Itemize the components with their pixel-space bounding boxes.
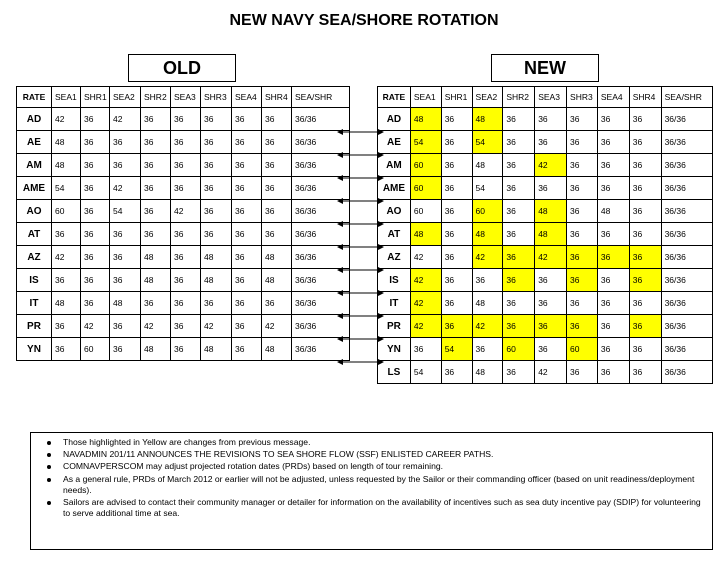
value-cell: 36 [232, 200, 262, 223]
value-cell: 36 [567, 177, 598, 200]
value-cell: 36 [232, 246, 262, 269]
value-cell: 36/36 [292, 223, 350, 246]
value-cell: 48 [597, 200, 629, 223]
value-cell: 36/36 [661, 246, 712, 269]
value-cell: 36 [441, 200, 472, 223]
value-cell: 48 [201, 269, 232, 292]
old-column-header: SHR4 [262, 87, 292, 108]
value-cell: 36 [232, 223, 262, 246]
value-cell: 42 [262, 315, 292, 338]
rate-cell: AZ [378, 246, 411, 269]
value-cell: 60 [81, 338, 110, 361]
rate-cell: IT [17, 292, 52, 315]
value-cell: 36/36 [292, 154, 350, 177]
value-cell: 36 [171, 338, 201, 361]
note-text: Sailors are advised to contact their community manager or detailer for information on the availability of incentives such as sea duty incentive pay (SDIP) for volunteering to serve additional time at sea. [63, 497, 701, 519]
rate-cell: IT [378, 292, 411, 315]
double-arrow-icon [337, 359, 384, 365]
value-cell: 36 [441, 154, 472, 177]
value-cell: 36 [232, 108, 262, 131]
rate-cell: LS [378, 361, 411, 384]
new-column-header: SHR2 [503, 87, 535, 108]
old-column-header: SHR2 [141, 87, 171, 108]
value-cell: 36/36 [292, 131, 350, 154]
value-cell: 36 [597, 131, 629, 154]
value-cell: 36 [629, 200, 661, 223]
value-cell: 42 [141, 315, 171, 338]
value-cell: 36 [171, 223, 201, 246]
rate-cell: AD [378, 108, 411, 131]
value-cell: 36 [171, 177, 201, 200]
value-cell: 36 [262, 200, 292, 223]
value-cell: 36/36 [661, 223, 712, 246]
value-cell: 36 [110, 269, 141, 292]
value-cell: 36 [503, 315, 535, 338]
value-cell: 36 [441, 131, 472, 154]
value-cell: 48 [472, 154, 503, 177]
value-cell: 36 [441, 246, 472, 269]
double-arrow-icon [337, 313, 384, 319]
value-cell: 36 [503, 269, 535, 292]
rate-cell: PR [17, 315, 52, 338]
value-cell: 36 [141, 108, 171, 131]
value-cell: 36 [262, 131, 292, 154]
new-column-header: SEA1 [410, 87, 441, 108]
value-cell: 36 [262, 108, 292, 131]
value-cell: 36/36 [292, 269, 350, 292]
double-arrow-icon [337, 290, 384, 296]
value-cell: 36 [201, 131, 232, 154]
rate-cell: IS [17, 269, 52, 292]
value-cell: 36 [171, 131, 201, 154]
value-cell: 36 [597, 361, 629, 384]
value-cell: 36 [201, 177, 232, 200]
value-cell: 36 [597, 269, 629, 292]
value-cell: 36 [171, 315, 201, 338]
rate-cell: AT [378, 223, 411, 246]
value-cell: 36/36 [661, 315, 712, 338]
value-cell: 36 [597, 292, 629, 315]
note-text: As a general rule, PRDs of March 2012 or earlier will not be adjusted, unless requested by the Sailor or their commanding officer (based on unit readiness/deployment needs). [63, 473, 695, 495]
new-column-header: SEA3 [535, 87, 567, 108]
value-cell: 42 [110, 177, 141, 200]
value-cell: 42 [535, 246, 567, 269]
value-cell: 36 [629, 292, 661, 315]
double-arrow-icon [337, 336, 384, 342]
rate-cell: AO [378, 200, 411, 223]
rate-cell: YN [17, 338, 52, 361]
value-cell: 48 [262, 269, 292, 292]
value-cell: 36 [81, 223, 110, 246]
value-cell: 54 [410, 361, 441, 384]
value-cell: 36 [110, 131, 141, 154]
value-cell: 48 [472, 361, 503, 384]
value-cell: 36 [141, 223, 171, 246]
bullet-icon [47, 478, 51, 482]
double-arrow-icon [337, 267, 384, 273]
value-cell: 36 [81, 131, 110, 154]
value-cell: 42 [535, 154, 567, 177]
value-cell: 36 [201, 154, 232, 177]
value-cell: 36 [81, 200, 110, 223]
value-cell: 36 [567, 246, 598, 269]
value-cell: 36/36 [292, 246, 350, 269]
value-cell: 42 [535, 361, 567, 384]
value-cell: 36 [232, 269, 262, 292]
rate-cell: AD [17, 108, 52, 131]
value-cell: 36 [503, 154, 535, 177]
notes-list [41, 437, 706, 519]
value-cell: 36 [567, 154, 598, 177]
value-cell: 36 [171, 246, 201, 269]
value-cell: 36 [567, 131, 598, 154]
value-cell: 36/36 [661, 131, 712, 154]
value-cell: 36 [629, 131, 661, 154]
value-cell: 36/36 [661, 200, 712, 223]
value-cell: 36 [597, 338, 629, 361]
note-item [41, 461, 706, 472]
note-item [41, 474, 706, 496]
value-cell: 48 [201, 338, 232, 361]
value-cell: 36 [262, 177, 292, 200]
value-cell: 36 [441, 108, 472, 131]
value-cell: 48 [52, 154, 81, 177]
value-cell: 36 [567, 200, 598, 223]
value-cell: 54 [472, 131, 503, 154]
value-cell: 36 [597, 246, 629, 269]
value-cell: 42 [410, 292, 441, 315]
value-cell: 36 [567, 269, 598, 292]
value-cell: 48 [141, 338, 171, 361]
value-cell: 36 [52, 315, 81, 338]
value-cell: 36/36 [292, 315, 350, 338]
value-cell: 48 [141, 269, 171, 292]
value-cell: 36 [232, 338, 262, 361]
value-cell: 36 [503, 361, 535, 384]
bullet-icon [47, 501, 51, 505]
bullet-icon [47, 453, 51, 457]
value-cell: 36 [567, 315, 598, 338]
value-cell: 36 [535, 108, 567, 131]
value-cell: 36 [629, 269, 661, 292]
value-cell: 36/36 [661, 177, 712, 200]
old-column-header: SEA/SHR [292, 87, 350, 108]
value-cell: 36 [629, 223, 661, 246]
value-cell: 36 [410, 338, 441, 361]
value-cell: 36/36 [661, 269, 712, 292]
value-cell: 36 [232, 177, 262, 200]
value-cell: 36 [232, 131, 262, 154]
value-cell: 36 [503, 131, 535, 154]
value-cell: 36 [535, 315, 567, 338]
value-cell: 42 [110, 108, 141, 131]
value-cell: 48 [472, 108, 503, 131]
value-cell: 36 [629, 338, 661, 361]
value-cell: 36 [472, 338, 503, 361]
value-cell: 36 [503, 177, 535, 200]
value-cell: 36 [201, 200, 232, 223]
value-cell: 42 [171, 200, 201, 223]
value-cell: 36 [503, 246, 535, 269]
new-column-header: SEA2 [472, 87, 503, 108]
note-item [41, 437, 706, 448]
value-cell: 36 [171, 292, 201, 315]
value-cell: 42 [52, 108, 81, 131]
value-cell: 60 [410, 200, 441, 223]
value-cell: 42 [410, 315, 441, 338]
value-cell: 36 [567, 292, 598, 315]
new-label: NEW [491, 54, 599, 82]
value-cell: 36 [110, 154, 141, 177]
value-cell: 36 [597, 177, 629, 200]
note-text: NAVADMIN 201/11 ANNOUNCES THE REVISIONS TO SEA SHORE FLOW (SSF) ENLISTED CAREER PATHS. [63, 449, 494, 460]
note-item [41, 497, 706, 519]
value-cell: 36 [201, 223, 232, 246]
value-cell: 48 [410, 108, 441, 131]
value-cell: 36 [629, 315, 661, 338]
notes-box [30, 432, 713, 550]
old-column-header: SEA2 [110, 87, 141, 108]
value-cell: 36/36 [292, 338, 350, 361]
value-cell: 36 [141, 177, 171, 200]
value-cell: 60 [472, 200, 503, 223]
value-cell: 42 [52, 246, 81, 269]
value-cell: 36 [52, 338, 81, 361]
old-column-header: SEA4 [232, 87, 262, 108]
old-label: OLD [128, 54, 236, 82]
value-cell: 36 [81, 246, 110, 269]
double-arrow-icon [337, 129, 384, 135]
value-cell: 36 [629, 154, 661, 177]
value-cell: 36 [110, 223, 141, 246]
double-arrow-icon [337, 244, 384, 250]
old-column-header: RATE [17, 87, 52, 108]
rate-cell: AM [17, 154, 52, 177]
value-cell: 36 [597, 108, 629, 131]
value-cell: 36 [629, 361, 661, 384]
value-cell: 36 [503, 223, 535, 246]
rate-cell: AT [17, 223, 52, 246]
value-cell: 48 [52, 292, 81, 315]
value-cell: 36 [141, 154, 171, 177]
value-cell: 36 [629, 108, 661, 131]
value-cell: 54 [441, 338, 472, 361]
rate-cell: YN [378, 338, 411, 361]
bullet-icon [47, 465, 51, 469]
value-cell: 36 [441, 223, 472, 246]
old-column-header: SHR1 [81, 87, 110, 108]
double-arrow-icon [337, 221, 384, 227]
value-cell: 42 [472, 315, 503, 338]
value-cell: 60 [410, 177, 441, 200]
value-cell: 36 [232, 315, 262, 338]
note-text: Those highlighted in Yellow are changes from previous message. [63, 437, 311, 447]
new-column-header: RATE [378, 87, 411, 108]
value-cell: 36 [232, 292, 262, 315]
rate-cell: AZ [17, 246, 52, 269]
value-cell: 48 [262, 338, 292, 361]
value-cell: 36 [503, 108, 535, 131]
value-cell: 36/36 [661, 154, 712, 177]
value-cell: 36 [441, 292, 472, 315]
value-cell: 36 [567, 108, 598, 131]
value-cell: 36/36 [661, 108, 712, 131]
value-cell: 60 [567, 338, 598, 361]
value-cell: 36 [81, 269, 110, 292]
value-cell: 48 [201, 246, 232, 269]
value-cell: 36 [441, 177, 472, 200]
new-column-header: SEA/SHR [661, 87, 712, 108]
value-cell: 36 [535, 131, 567, 154]
page-title: NEW NAVY SEA/SHORE ROTATION [229, 12, 499, 29]
value-cell: 60 [410, 154, 441, 177]
value-cell: 42 [410, 246, 441, 269]
value-cell: 54 [472, 177, 503, 200]
value-cell: 48 [52, 131, 81, 154]
value-cell: 48 [472, 223, 503, 246]
value-cell: 36 [535, 338, 567, 361]
double-arrow-icon [337, 152, 384, 158]
value-cell: 36/36 [661, 361, 712, 384]
value-cell: 60 [503, 338, 535, 361]
value-cell: 42 [472, 246, 503, 269]
value-cell: 48 [535, 223, 567, 246]
new-column-header: SHR4 [629, 87, 661, 108]
rate-cell: AE [378, 131, 411, 154]
value-cell: 36 [567, 223, 598, 246]
rate-cell: AE [17, 131, 52, 154]
value-cell: 36 [441, 315, 472, 338]
value-cell: 36 [567, 361, 598, 384]
value-cell: 54 [410, 131, 441, 154]
value-cell: 36 [535, 292, 567, 315]
value-cell: 48 [262, 246, 292, 269]
value-cell: 36 [597, 154, 629, 177]
rate-cell: PR [378, 315, 411, 338]
value-cell: 36 [201, 108, 232, 131]
value-cell: 42 [410, 269, 441, 292]
value-cell: 36 [110, 338, 141, 361]
value-cell: 36 [141, 200, 171, 223]
value-cell: 36/36 [661, 338, 712, 361]
value-cell: 42 [201, 315, 232, 338]
rate-cell: AME [378, 177, 411, 200]
value-cell: 48 [410, 223, 441, 246]
value-cell: 36 [141, 131, 171, 154]
bullet-icon [47, 441, 51, 445]
value-cell: 36 [81, 154, 110, 177]
value-cell: 42 [81, 315, 110, 338]
old-column-header: SEA3 [171, 87, 201, 108]
value-cell: 60 [52, 200, 81, 223]
value-cell: 36 [81, 177, 110, 200]
value-cell: 54 [52, 177, 81, 200]
value-cell: 48 [141, 246, 171, 269]
value-cell: 36 [441, 269, 472, 292]
value-cell: 36 [52, 223, 81, 246]
value-cell: 36 [171, 269, 201, 292]
value-cell: 36 [110, 246, 141, 269]
value-cell: 36/36 [292, 292, 350, 315]
value-cell: 36 [232, 154, 262, 177]
new-column-header: SEA4 [597, 87, 629, 108]
value-cell: 36/36 [292, 108, 350, 131]
value-cell: 36 [81, 108, 110, 131]
value-cell: 48 [472, 292, 503, 315]
value-cell: 36 [629, 246, 661, 269]
note-item [41, 449, 706, 460]
value-cell: 36 [629, 177, 661, 200]
value-cell: 36 [171, 154, 201, 177]
rate-cell: AME [17, 177, 52, 200]
value-cell: 36 [503, 292, 535, 315]
value-cell: 36 [503, 200, 535, 223]
value-cell: 36 [262, 223, 292, 246]
value-cell: 36 [441, 361, 472, 384]
new-column-header: SHR3 [567, 87, 598, 108]
old-column-header: SHR3 [201, 87, 232, 108]
value-cell: 36 [535, 177, 567, 200]
rate-cell: AO [17, 200, 52, 223]
value-cell: 36 [201, 292, 232, 315]
value-cell: 36 [597, 223, 629, 246]
value-cell: 36 [171, 108, 201, 131]
value-cell: 48 [110, 292, 141, 315]
rate-cell: IS [378, 269, 411, 292]
value-cell: 36 [262, 154, 292, 177]
value-cell: 36 [597, 315, 629, 338]
value-cell: 36 [110, 315, 141, 338]
value-cell: 54 [110, 200, 141, 223]
value-cell: 36 [81, 292, 110, 315]
note-text: COMNAVPERSCOM may adjust projected rotation dates (PRDs) based on length of tour remaining. [63, 461, 444, 472]
new-column-header: SHR1 [441, 87, 472, 108]
value-cell: 36/36 [292, 200, 350, 223]
value-cell: 36 [535, 269, 567, 292]
rate-cell: AM [378, 154, 411, 177]
old-column-header: SEA1 [52, 87, 81, 108]
value-cell: 36 [141, 292, 171, 315]
value-cell: 36 [52, 269, 81, 292]
value-cell: 48 [535, 200, 567, 223]
value-cell: 36 [472, 269, 503, 292]
value-cell: 36 [262, 292, 292, 315]
double-arrow-icon [337, 175, 384, 181]
double-arrow-icon [337, 198, 384, 204]
value-cell: 36/36 [292, 177, 350, 200]
value-cell: 36/36 [661, 292, 712, 315]
